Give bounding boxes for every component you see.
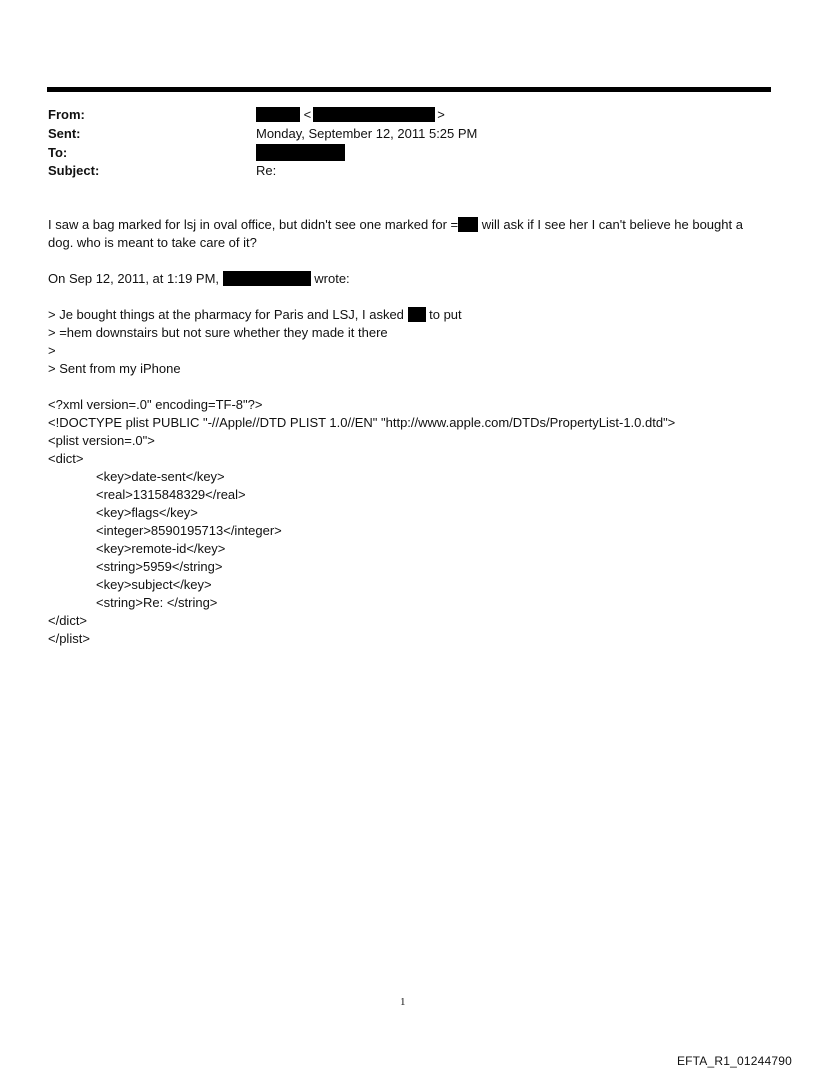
page-number: 1 (400, 996, 406, 1008)
message-line (48, 216, 743, 234)
plist-line: <dict> (48, 451, 84, 466)
plist-line: <!DOCTYPE plist PUBLIC "-//Apple//DTD PLIST 1.0//EN" "http://www.apple.com/DTDs/PropertyList-1.0.dtd"> (48, 415, 676, 430)
subject-value: Re: (256, 163, 277, 178)
message-text: will ask if I see her I can't believe he bought a (478, 217, 743, 232)
message-line: dog. who is meant to take care of it? (48, 235, 257, 250)
quoted-line: > Sent from my iPhone (48, 361, 181, 376)
plist-line: <?xml version=.0" encoding=TF-8"?> (48, 397, 263, 412)
to-value (256, 144, 345, 163)
from-value (256, 106, 445, 124)
quoted-text: > Je bought things at the pharmacy for Paris and LSJ, I asked (48, 307, 408, 322)
reply-intro-text: wrote: (310, 271, 350, 286)
to-label: To: (48, 145, 68, 160)
redaction-box (223, 271, 311, 286)
plist-line: <integer>8590195713</integer> (96, 523, 282, 538)
redaction-box (256, 144, 345, 161)
plist-line: <key>date-sent</key> (96, 469, 225, 484)
redaction-box (408, 307, 426, 322)
quoted-line (48, 306, 462, 324)
sent-label: Sent: (48, 126, 81, 141)
message-text: I saw a bag marked for lsj in oval office, but didn't see one marked for = (48, 217, 459, 232)
quoted-line: > =hem downstairs but not sure whether they made it there (48, 325, 388, 340)
document-id: EFTA_R1_01244790 (676, 1054, 792, 1068)
from-lt: < (303, 107, 312, 122)
plist-line: <plist version=.0"> (48, 433, 155, 448)
plist-line: </plist> (48, 631, 90, 646)
redaction-box (256, 107, 300, 122)
quoted-text: to put (425, 307, 462, 322)
redaction-box (458, 217, 478, 232)
from-gt: > (437, 107, 445, 122)
plist-line: </dict> (48, 613, 88, 628)
redaction-box (313, 107, 435, 122)
subject-label: Subject: (48, 163, 100, 178)
quoted-line: > (48, 343, 56, 358)
reply-intro-text: On Sep 12, 2011, at 1:19 PM, (48, 271, 223, 286)
plist-line: <real>1315848329</real> (96, 487, 246, 502)
plist-line: <string>Re: </string> (96, 595, 218, 610)
reply-intro (48, 270, 350, 288)
plist-line: <key>subject</key> (96, 577, 212, 592)
from-label: From: (48, 107, 85, 122)
header-rule (47, 87, 771, 92)
plist-line: <key>remote-id</key> (96, 541, 226, 556)
plist-line: <key>flags</key> (96, 505, 198, 520)
plist-line: <string>5959</string> (96, 559, 223, 574)
sent-value: Monday, September 12, 2011 5:25 PM (256, 126, 478, 141)
